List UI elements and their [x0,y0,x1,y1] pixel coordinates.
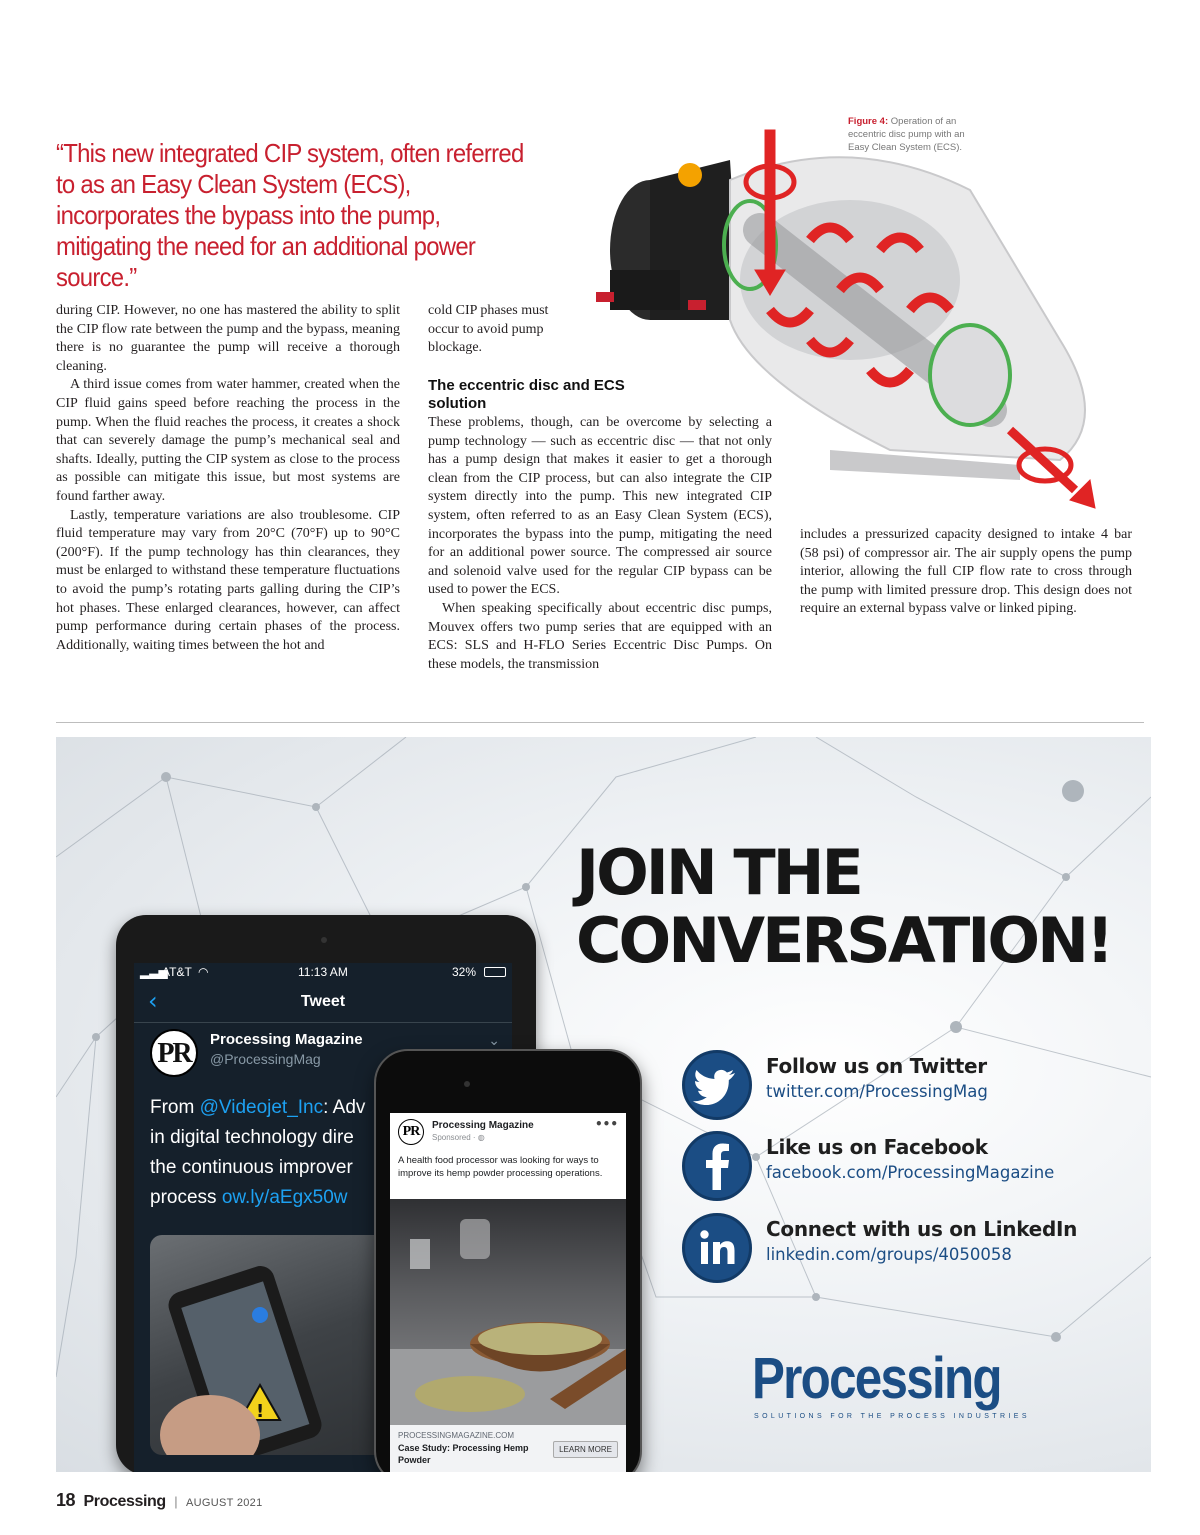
issue-date: AUGUST 2021 [186,1497,263,1509]
phone-mockup [374,1049,642,1472]
article-paragraph: Lastly, temperature variations are also troublesome. CIP fluid temperature may vary from 20°C (70°F) up to 90°C (200°F). If the pump technology has thin clearances, they must be enlarged to withstand these temperature fluctuations to avoid the pump’s rotating parts galling during the CIP’s hot phases. These enlarged clearances, however, can affect pump performance during certain phases of the process. Additionally, waiting times between the hot and [56,507,400,653]
more-options-icon[interactable]: ••• [594,1117,618,1131]
tweet-text-line: in digital technology dire [150,1127,354,1148]
article-paragraph: A third issue comes from water hammer, created when the CIP fluid gains speed before reaching the process in the pump. When the fluid reaches the process, it creates a shock that can severely damage the pump’s mechanical seal and shafts. Ideally, putting the CIP system as close to the process as possible can mitigate this issue, but most systems are found farther away. [56,377,400,504]
back-chevron-icon[interactable]: ‹ [148,987,158,1015]
tablet-camera [321,937,327,943]
social-title: Like us on Facebook [766,1135,988,1159]
facebook-link-preview[interactable] [390,1425,626,1472]
status-time: 11:13 AM [298,965,348,979]
article-paragraph: includes a pressurized capacity designed to intake 4 bar (58 psi) of compressor air. The air supply opens the pump interior, allowing the full CIP flow rate to cross through the pump with limited pressure drop. This design does not require an external bypass valve or linked piping. [800,527,1132,617]
article-paragraph: These problems, though, can be overcome by selecting a pump technology — such as eccentric disc — that not only has a pump design that makes it easier to get a thorough clean from the CIP process, but can also integrate the CIP system directly into the pump. This new integrated CIP system, often referred to as an Easy Clean System (ECS), incorporates the bypass into the pump, mitigating the need for an additional power source. The compressed air source and solenoid valve used for the regular CIP bypass can be used to power the ECS. [428,415,772,598]
tweet-nav [134,985,512,1023]
page-footer [56,1490,263,1511]
page-name[interactable]: Processing Magazine [432,1120,534,1131]
ad-headline [576,836,1116,977]
page-number: 18 [56,1490,76,1510]
tweet-text-fragment: From [150,1097,200,1118]
tweet-text-line: the continuous improver [150,1157,353,1178]
facebook-icon [682,1131,752,1201]
social-linkedin[interactable] [682,1213,1122,1283]
carrier: AT&T [162,965,192,979]
article-subhead: The eccentric disc and ECS solution [428,377,625,412]
wifi-icon: ◠ [198,965,209,979]
facebook-post-text: A health food processor was looking for ways to improve its hemp powder processing operations. [398,1155,603,1179]
ad-headline-line: CONVERSATION! [576,904,1112,977]
learn-more-button[interactable]: LEARN MORE [553,1441,618,1458]
pull-quote: “This new integrated CIP system, often referred to as an Easy Clean System (ECS), incorporates the bypass into the pump, mitigating the need for an additional power source.” [56,138,524,292]
social-link[interactable]: twitter.com/ProcessingMag [766,1082,988,1101]
footer-magazine-name: Processing [83,1493,166,1510]
processing-magazine-logo: PR [150,1029,198,1077]
social-title: Connect with us on LinkedIn [766,1217,1078,1241]
ad-headline-line: JOIN THE [576,836,861,909]
battery-level: 32% [452,965,477,979]
status-bar [134,963,512,983]
battery-icon [484,967,506,977]
phone-screen [390,1113,626,1472]
section-divider [56,722,1144,723]
article-paragraph: When speaking specifically about eccentric disc pumps, Mouvex offers two pump series that are equipped with an ECS: SLS and H-FLO Series Eccentric Disc Pumps. On these models, the transmission [428,600,772,672]
article-column-2-top: cold CIP phases must occur to avoid pump blockage. [428,303,549,356]
chevron-down-icon[interactable]: ⌄ [488,1033,500,1049]
figure-label: Figure 4: [848,116,889,127]
twitter-icon [682,1050,752,1120]
svg-text:!: ! [256,1401,265,1422]
processing-brand-logo: Processing [752,1346,1001,1411]
sponsored-label: Sponsored · ◍ [432,1133,485,1142]
processing-magazine-logo: PR [398,1119,424,1145]
tweet-mention-link[interactable]: @Videojet_Inc [199,1097,324,1118]
social-media-advertisement [56,737,1151,1472]
link-domain: PROCESSINGMAGAZINE.COM [398,1431,515,1440]
hemp-powder-image [390,1199,626,1425]
tweet-text-fragment: process [150,1187,222,1208]
social-title: Follow us on Twitter [766,1054,987,1078]
article-column-1 [56,302,400,655]
account-name: Processing Magazine [210,1031,363,1048]
social-facebook[interactable] [682,1131,1122,1201]
facebook-post-header [398,1119,618,1149]
article-column-2 [428,414,772,674]
pump-motor [596,160,740,320]
social-link[interactable]: linkedin.com/groups/4050058 [766,1245,1012,1264]
tweet-text-fragment: : Adv [323,1097,366,1118]
link-title[interactable]: Case Study: Processing Hemp Powder [398,1443,529,1465]
article-column-3 [800,526,1132,619]
social-twitter[interactable] [682,1050,1122,1120]
figure-caption-text: Operation of an eccentric disc pump with an Easy Clean System (ECS). [848,116,965,153]
account-handle: @ProcessingMag [210,1051,321,1067]
processing-brand-tagline: SOLUTIONS FOR THE PROCESS INDUSTRIES [754,1413,1030,1420]
tweet-url-link[interactable]: ow.ly/aEgx50w [221,1187,348,1208]
social-link[interactable]: facebook.com/ProcessingMagazine [766,1163,1055,1182]
article-paragraph: during CIP. However, no one has mastered the ability to split the CIP flow rate between the pump and the bypass, meaning there is no guarantee the pump will receive a thorough cleaning. [56,303,400,374]
signal-icon: ▂▃▅ [140,965,168,979]
tweet-nav-title: Tweet [300,993,346,1010]
footer-separator: | [174,1494,178,1509]
phone-camera [464,1081,470,1087]
linkedin-icon [682,1213,752,1283]
